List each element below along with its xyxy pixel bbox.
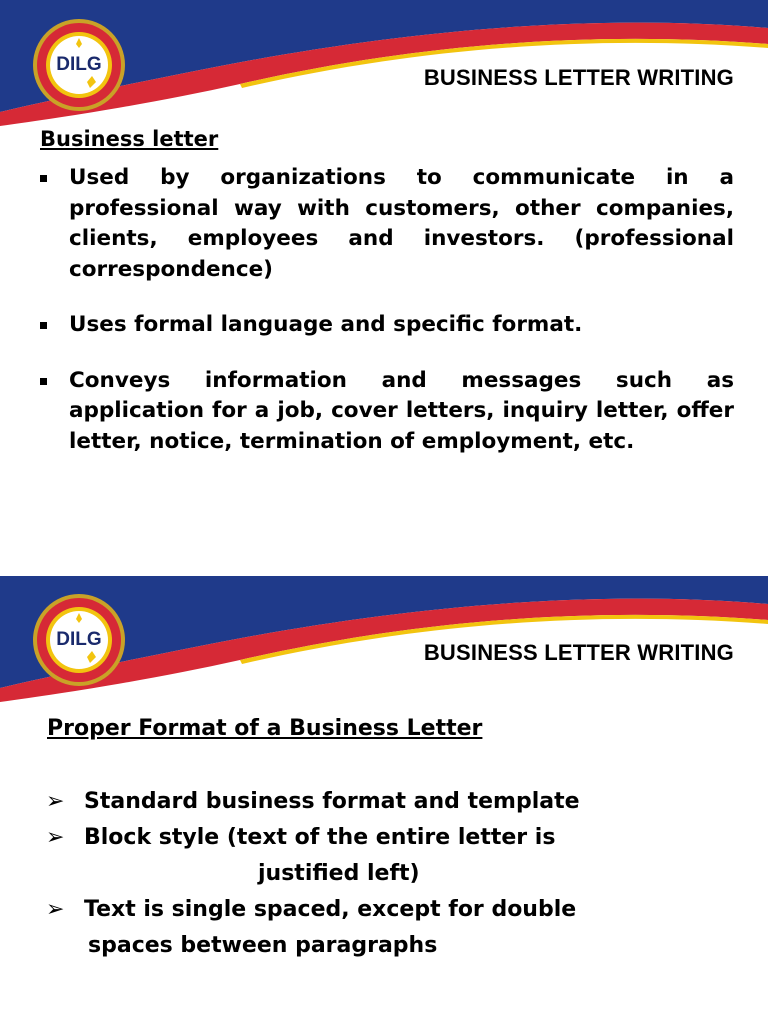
list-item <box>46 892 580 964</box>
square-bullet-icon <box>40 378 47 385</box>
arrow-bullet-icon: ➢ <box>46 825 65 850</box>
logo-text: DILG <box>56 54 102 75</box>
list-item-text: Block style (text of the entire letter is <box>84 825 556 850</box>
arrow-bullet-icon: ➢ <box>46 897 65 922</box>
arrow-bullet-icon: ➢ <box>46 789 65 814</box>
dilg-logo <box>32 593 126 687</box>
section-heading: Proper Format of a Business Letter <box>47 716 483 741</box>
list-item <box>46 820 580 892</box>
slide-title: BUSINESS LETTER WRITING <box>423 65 734 90</box>
square-bullet-icon <box>40 322 47 329</box>
list-item-text: Text is single spaced, except for double <box>84 897 577 922</box>
list-item-text: Standard business format and template <box>84 789 580 814</box>
list-item-continuation: justified left) <box>258 861 420 886</box>
dilg-logo <box>32 18 126 112</box>
list-item-continuation: spaces between paragraphs <box>88 933 438 958</box>
slide-gap <box>0 520 768 576</box>
list-item <box>40 366 734 458</box>
list-item-text: Conveys information and messages such as application for a job, cover letters, inquiry letter, offer letter, notice, termination of employment, etc. <box>69 367 734 454</box>
section-heading: Business letter <box>40 127 219 151</box>
list-item <box>40 163 734 285</box>
list-item-text: Used by organizations to communicate in a professional way with customers, other companies, clients, employees and investors. (professional correspondence) <box>69 165 734 282</box>
list-item <box>40 310 734 341</box>
list-item-text: Uses formal language and specific format. <box>69 312 583 337</box>
logo-text: DILG <box>56 629 102 650</box>
slide-2 <box>0 576 768 1024</box>
arrow-list <box>46 784 580 964</box>
slide-title: BUSINESS LETTER WRITING <box>423 640 734 665</box>
square-bullet-icon <box>40 175 47 182</box>
bullet-list <box>40 163 734 457</box>
list-item <box>46 784 580 820</box>
